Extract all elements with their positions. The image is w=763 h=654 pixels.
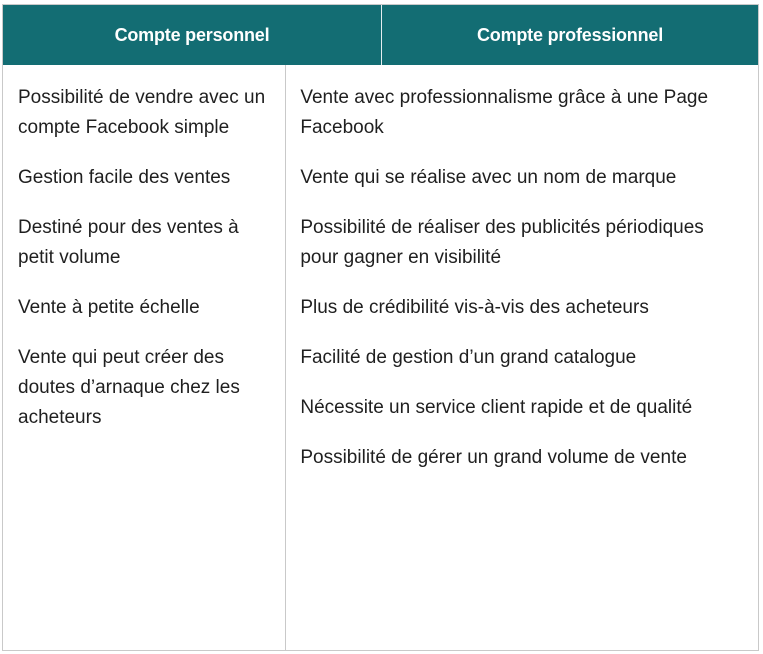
personal-account-column	[3, 65, 286, 650]
table-header	[3, 5, 758, 65]
table-body	[3, 65, 758, 650]
professional-item: Nécessite un service client rapide et de qualité	[300, 397, 693, 418]
header-compte-personnel: Compte personnel	[3, 5, 382, 65]
professional-item: Vente qui se réalise avec un nom de marque	[300, 167, 677, 188]
personal-item: Vente à petite échelle	[18, 297, 200, 318]
professional-item: Vente avec professionnalisme grâce à une Page Facebook	[300, 87, 709, 138]
professional-item: Facilité de gestion d’un grand catalogue	[300, 347, 637, 368]
personal-item: Possibilité de vendre avec un compte Facebook simple	[18, 87, 266, 138]
professional-item: Possibilité de réaliser des publicités périodiques pour gagner en visibilité	[300, 217, 704, 268]
professional-item: Plus de crédibilité vis-à-vis des acheteurs	[300, 297, 649, 318]
professional-item: Possibilité de gérer un grand volume de vente	[300, 447, 687, 468]
comparison-table	[2, 4, 759, 651]
professional-account-column	[286, 65, 758, 650]
personal-item: Gestion facile des ventes	[18, 167, 231, 188]
personal-item: Vente qui peut créer des doutes d’arnaque chez les acheteurs	[18, 347, 240, 428]
personal-item: Destiné pour des ventes à petit volume	[18, 217, 239, 268]
header-compte-professionnel: Compte professionnel	[476, 24, 664, 45]
